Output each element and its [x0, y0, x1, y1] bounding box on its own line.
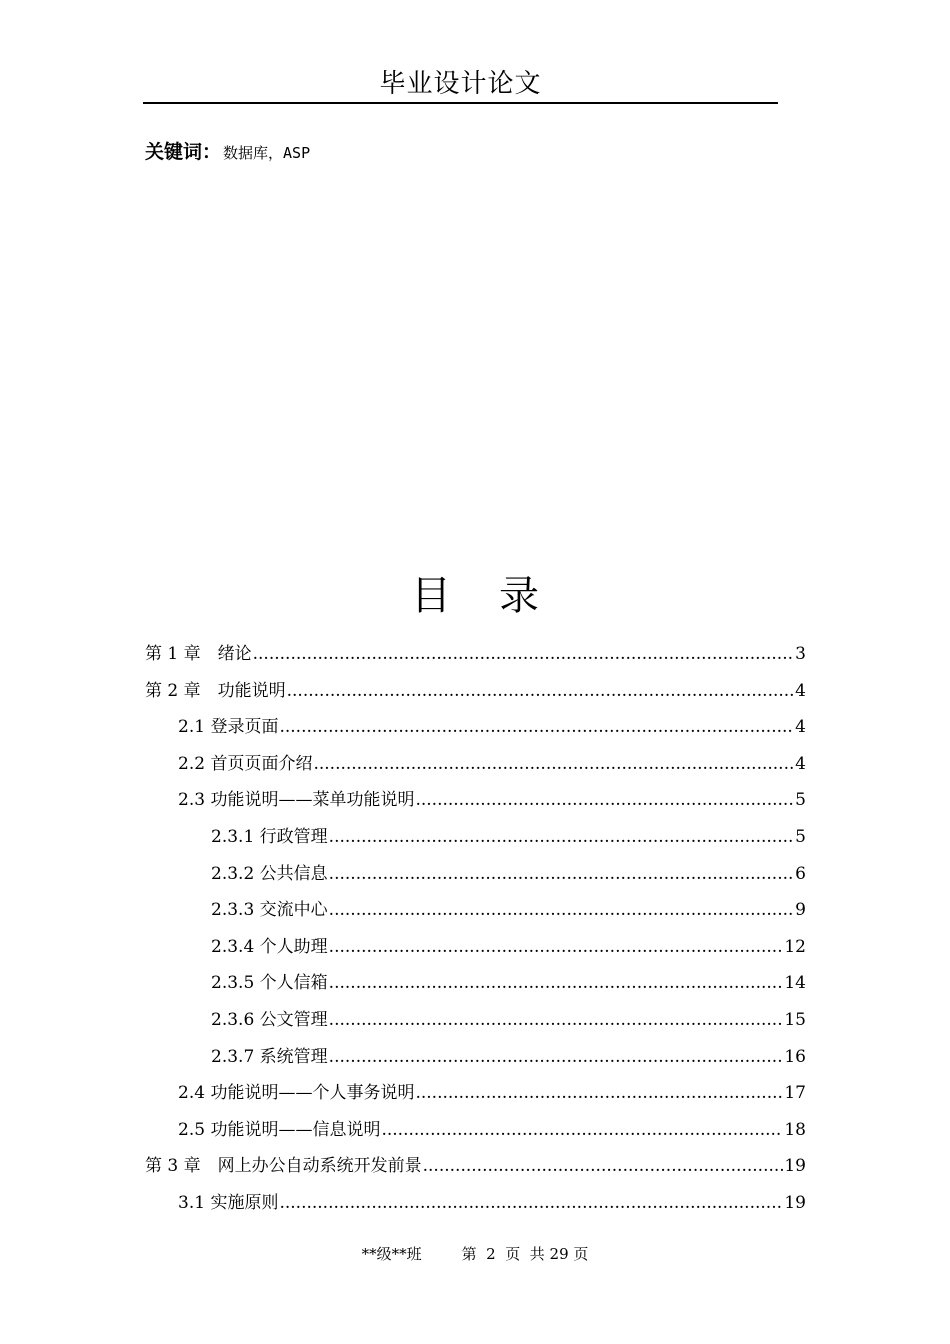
toc-dot-leader	[329, 965, 784, 1001]
keywords-label: 关键词：	[145, 141, 222, 163]
toc-entry[interactable]	[145, 892, 806, 929]
toc-entry-page: 15	[784, 1009, 806, 1030]
toc-entry[interactable]	[145, 746, 806, 783]
toc-entry[interactable]	[145, 1002, 806, 1039]
keywords-line	[145, 138, 310, 166]
toc-entry[interactable]	[145, 709, 806, 746]
toc-entry[interactable]	[145, 929, 806, 966]
toc-entry-label: 2.3.5 个人信箱	[211, 973, 328, 994]
toc-dot-leader	[329, 819, 795, 855]
toc-entry[interactable]	[145, 1039, 806, 1076]
toc-entry-label: 2.5 功能说明——信息说明	[178, 1119, 381, 1140]
toc-entry-label: 2.3.7 系统管理	[211, 1046, 328, 1067]
toc-dot-leader	[415, 782, 794, 818]
toc-entry-page: 19	[784, 1156, 806, 1177]
footer-page-info: 第 2 页 共 29 页	[461, 1245, 589, 1263]
toc-entry-page: 12	[784, 936, 806, 957]
toc-dot-leader	[253, 636, 795, 672]
toc-entry-label: 第 1 章 绪论	[145, 644, 252, 664]
toc-entry-page: 19	[784, 1192, 806, 1213]
toc-entry-label: 2.3 功能说明——菜单功能说明	[178, 790, 415, 811]
page-header	[143, 66, 778, 104]
toc-entry[interactable]	[145, 1112, 806, 1149]
toc-entry[interactable]	[145, 636, 806, 673]
table-of-contents	[145, 636, 806, 1222]
page-footer	[0, 1242, 950, 1266]
toc-dot-leader	[381, 1112, 783, 1148]
toc-entry-label: 2.2 首页页面介绍	[178, 753, 313, 774]
toc-dot-leader	[329, 929, 784, 965]
toc-entry-page: 18	[784, 1119, 806, 1140]
toc-entry[interactable]	[145, 819, 806, 856]
toc-dot-leader	[313, 746, 794, 782]
toc-entry-label: 2.3.2 公共信息	[211, 863, 328, 884]
toc-entry-page: 5	[795, 826, 806, 847]
toc-dot-leader	[329, 1002, 784, 1038]
toc-dot-leader	[279, 709, 794, 745]
toc-entry-label: 2.3.6 公文管理	[211, 1009, 328, 1030]
toc-entry-page: 4	[795, 680, 806, 701]
toc-entry[interactable]	[145, 1148, 806, 1185]
toc-entry-label: 2.4 功能说明——个人事务说明	[178, 1083, 415, 1104]
toc-dot-leader	[279, 1185, 783, 1221]
toc-entry-label: 2.3.1 行政管理	[211, 826, 328, 847]
toc-dot-leader	[415, 1075, 783, 1111]
toc-entry[interactable]	[145, 1075, 806, 1112]
keywords-value: 数据库，ASP	[223, 144, 311, 162]
toc-entry-page: 4	[795, 753, 806, 774]
toc-entry-page: 5	[795, 790, 806, 811]
toc-entry[interactable]	[145, 673, 806, 710]
toc-entry-label: 2.3.4 个人助理	[211, 936, 328, 957]
toc-entry[interactable]	[145, 1185, 806, 1222]
toc-title: 目录	[411, 573, 587, 619]
toc-entry-page: 4	[795, 717, 806, 738]
footer-class-info: **级**班	[361, 1245, 422, 1263]
toc-entry-page: 14	[784, 973, 806, 994]
toc-entry-label: 第 2 章 功能说明	[145, 680, 286, 701]
toc-entry[interactable]	[145, 856, 806, 893]
toc-entry-label: 2.3.3 交流中心	[211, 900, 328, 921]
toc-dot-leader	[287, 673, 795, 709]
toc-dot-leader	[329, 856, 795, 892]
toc-entry-page: 6	[795, 863, 806, 884]
toc-entry-label: 第 3 章 网上办公自动系统开发前景	[145, 1156, 422, 1177]
toc-entry[interactable]	[145, 782, 806, 819]
toc-entry-label: 3.1 实施原则	[178, 1192, 279, 1213]
toc-entry-page: 16	[784, 1046, 806, 1067]
toc-entry-label: 2.1 登录页面	[178, 717, 279, 738]
toc-entry[interactable]	[145, 965, 806, 1002]
toc-entry-page: 17	[784, 1083, 806, 1104]
toc-dot-leader	[329, 892, 795, 928]
header-title: 毕业设计论文	[379, 69, 542, 99]
toc-entry-page: 9	[795, 900, 806, 921]
toc-dot-leader	[423, 1148, 784, 1184]
toc-entry-page: 3	[795, 644, 806, 664]
toc-dot-leader	[329, 1039, 784, 1075]
